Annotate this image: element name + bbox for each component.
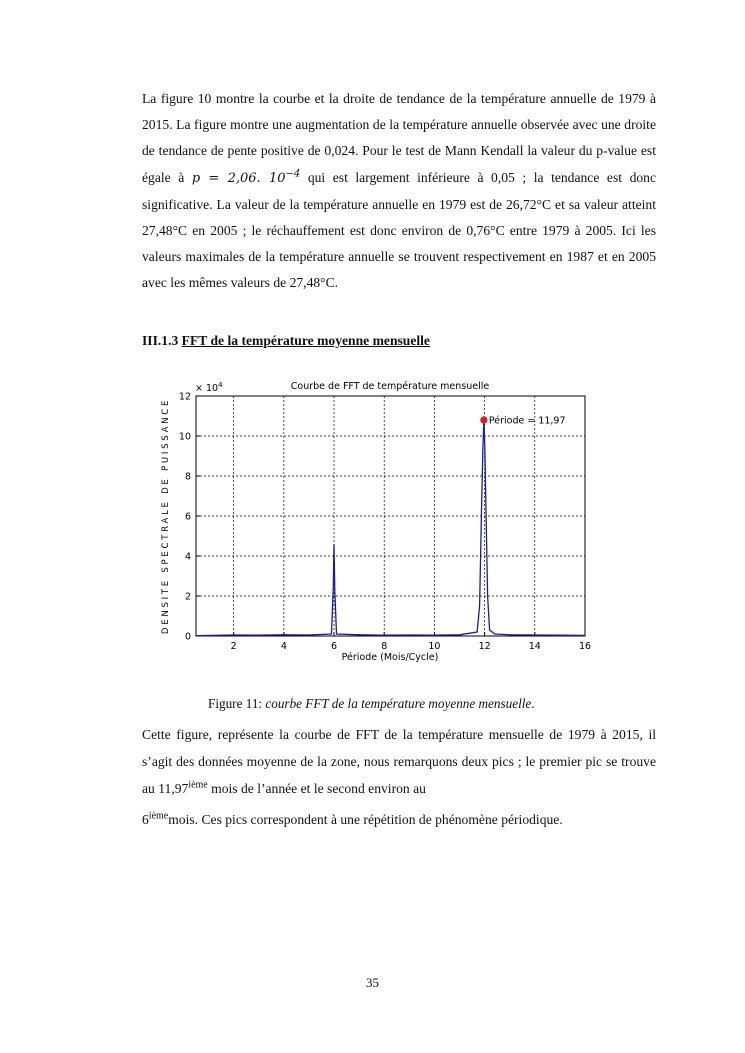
caption-label: Figure 11: (208, 696, 266, 711)
section-heading (142, 333, 430, 349)
grid (196, 396, 585, 636)
fft-chart (155, 376, 595, 666)
paragraph-text: qui est largement inférieure à 0,05 ; la tendance est donc significative. La valeur de la température annuelle en 1979 est de 26,72°C et sa valeur atteint 27,48°C en 2005 ; le réchauffement est donc environ de 0,76°C entre 1979 à 2005. Ici les valeurs maximales de la température annuelle se trouvent respectivement en 1987 et en 2005 avec les mêmes valeurs de 27,48°C. (142, 169, 656, 291)
y-multiplier (195, 381, 223, 394)
x-tick-label: 6 (331, 641, 338, 652)
page-number: 35 (366, 975, 379, 990)
x-tick-label: 10 (428, 641, 441, 652)
y-axis-label: DENSITE SPECTRALE DE PUISSANCE (161, 397, 171, 635)
section-title: FFT de la température moyenne mensuelle (181, 333, 430, 348)
x-tick-label: 16 (578, 641, 592, 652)
peak-marker (480, 416, 487, 423)
x-tick-label: 2 (230, 641, 237, 652)
x-tick-label: 12 (478, 641, 491, 652)
caption-period: . (531, 696, 535, 711)
figure-caption (208, 696, 535, 712)
y-tick-label: 12 (178, 391, 191, 403)
intro-paragraph (142, 86, 656, 297)
math-expression: p = 2,06. 10 (191, 170, 286, 186)
superscript: ième (148, 810, 169, 822)
y-tick-label: 10 (178, 431, 191, 443)
analysis-paragraph (142, 721, 656, 838)
fft-figure (155, 376, 595, 666)
math-exponent: −4 (285, 168, 301, 180)
paragraph-last-line (142, 802, 656, 838)
y-tick-label: 4 (184, 551, 191, 563)
y-multiplier-base: × 10 (195, 383, 219, 394)
ticks (179, 392, 591, 653)
x-tick-label: 8 (381, 641, 388, 652)
number-six: 6 (142, 812, 149, 827)
chart-title: Courbe de FFT de température mensuelle (290, 381, 490, 392)
fft-series-line (196, 420, 585, 636)
y-tick-label: 8 (184, 471, 191, 483)
paragraph-text: La figure 10 montre la courbe et la droite de tendance de la température annuelle de 1979 à 2015. La figure montre une augmentation de la température annuelle observée avec une droite de tendance de pente positive de 0,024. Pour le test de Mann Kendall la valeur du p-value est égale à (142, 91, 656, 185)
math-p-value (191, 168, 301, 186)
x-axis-label: Période (Mois/Cycle) (341, 652, 439, 663)
y-tick-label: 6 (184, 511, 191, 523)
paragraph-text: mois. Ces pics correspondent à une répétition de phénomène périodique. (168, 812, 563, 827)
x-tick-label: 4 (280, 641, 287, 652)
x-tick-label: 14 (528, 641, 541, 652)
section-number: III.1.3 (142, 333, 179, 348)
plot-frame (196, 396, 585, 636)
peak-annotation: Période = 11,97 (488, 415, 566, 427)
caption-text: courbe FFT de la température moyenne mensuelle (265, 696, 532, 711)
y-tick-label: 2 (184, 591, 191, 603)
superscript: ième (188, 779, 208, 791)
y-multiplier-exp: 4 (218, 381, 223, 389)
y-tick-label: 0 (184, 631, 191, 643)
paragraph-text: mois de l’année et le second environ au (207, 781, 426, 796)
paragraph-text: Cette figure, représente la courbe de FFT de la température mensuelle de 1979 à 2015, il s’agit des données moyenne de la zone, nous remarquons deux pics ; le premier pic se trouve au 11,97 (142, 727, 656, 796)
